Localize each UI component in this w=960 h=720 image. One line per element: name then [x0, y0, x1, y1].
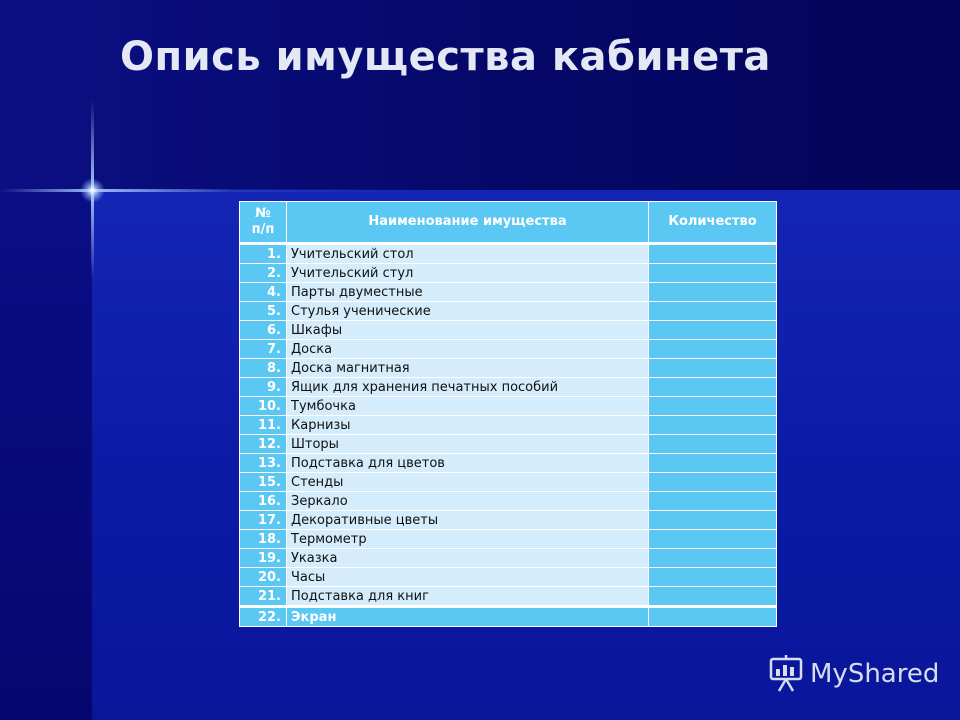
row-quantity-cell — [649, 530, 777, 549]
row-number-cell: 12. — [240, 435, 287, 454]
row-item-name-cell: Часы — [287, 568, 649, 587]
row-quantity-cell — [649, 397, 777, 416]
row-number-cell: 6. — [240, 321, 287, 340]
row-item-name-cell: Ящик для хранения печатных пособий — [287, 378, 649, 397]
row-quantity-cell — [649, 607, 777, 627]
row-item-name-cell: Термометр — [287, 530, 649, 549]
row-number-cell: 19. — [240, 549, 287, 568]
row-item-name-cell: Карнизы — [287, 416, 649, 435]
slide-title: Опись имущества кабинета — [120, 34, 771, 80]
table-row — [240, 321, 777, 340]
row-item-name-cell: Стулья ученические — [287, 302, 649, 321]
row-item-name-cell: Тумбочка — [287, 397, 649, 416]
myshared-logo — [768, 655, 939, 693]
row-quantity-cell — [649, 492, 777, 511]
table-row — [240, 264, 777, 283]
table-header-row — [240, 202, 777, 244]
row-number-cell: 4. — [240, 283, 287, 302]
table-row — [240, 473, 777, 492]
row-quantity-cell — [649, 264, 777, 283]
background-top — [0, 0, 960, 190]
row-quantity-cell — [649, 359, 777, 378]
table-row — [240, 454, 777, 473]
table-row — [240, 568, 777, 587]
table-row — [240, 492, 777, 511]
row-number-cell: 13. — [240, 454, 287, 473]
row-quantity-cell — [649, 244, 777, 264]
row-item-name-cell: Подставка для цветов — [287, 454, 649, 473]
row-quantity-cell — [649, 511, 777, 530]
row-number-cell: 2. — [240, 264, 287, 283]
row-item-name-cell: Зеркало — [287, 492, 649, 511]
row-number-cell: 11. — [240, 416, 287, 435]
row-quantity-cell — [649, 568, 777, 587]
row-number-cell: 5. — [240, 302, 287, 321]
row-quantity-cell — [649, 416, 777, 435]
row-number-cell: 21. — [240, 587, 287, 607]
row-quantity-cell — [649, 283, 777, 302]
row-quantity-cell — [649, 587, 777, 607]
row-number-cell: 22. — [240, 607, 287, 627]
row-number-cell: 17. — [240, 511, 287, 530]
row-number-cell: 10. — [240, 397, 287, 416]
table-row — [240, 283, 777, 302]
row-quantity-cell — [649, 435, 777, 454]
table-row — [240, 340, 777, 359]
row-number-cell: 20. — [240, 568, 287, 587]
row-number-cell: 18. — [240, 530, 287, 549]
table-row — [240, 397, 777, 416]
row-number-cell: 9. — [240, 378, 287, 397]
table-row — [240, 302, 777, 321]
row-quantity-cell — [649, 340, 777, 359]
table-row — [240, 244, 777, 264]
row-number-cell: 15. — [240, 473, 287, 492]
row-quantity-cell — [649, 549, 777, 568]
presentation-board-icon — [768, 655, 804, 693]
table-row — [240, 607, 777, 627]
row-quantity-cell — [649, 378, 777, 397]
inventory-table — [239, 201, 777, 627]
row-quantity-cell — [649, 321, 777, 340]
row-number-cell: 8. — [240, 359, 287, 378]
header-number: № п/п — [240, 202, 287, 244]
header-item-name: Наименование имущества — [287, 202, 649, 244]
row-item-name-cell: Шкафы — [287, 321, 649, 340]
row-quantity-cell — [649, 454, 777, 473]
row-number-cell: 1. — [240, 244, 287, 264]
table-row — [240, 549, 777, 568]
row-quantity-cell — [649, 473, 777, 492]
row-item-name-cell: Экран — [287, 607, 649, 627]
row-item-name-cell: Шторы — [287, 435, 649, 454]
row-item-name-cell: Подставка для книг — [287, 587, 649, 607]
table-row — [240, 587, 777, 607]
row-item-name-cell: Декоративные цветы — [287, 511, 649, 530]
row-item-name-cell: Учительский стул — [287, 264, 649, 283]
table-row — [240, 359, 777, 378]
table-row — [240, 435, 777, 454]
row-item-name-cell: Стенды — [287, 473, 649, 492]
row-number-cell: 7. — [240, 340, 287, 359]
table-row — [240, 511, 777, 530]
table-row — [240, 530, 777, 549]
row-item-name-cell: Учительский стол — [287, 244, 649, 264]
row-item-name-cell: Доска — [287, 340, 649, 359]
background-left-strip — [0, 190, 92, 720]
light-flare-horizontal — [0, 189, 420, 192]
table-row — [240, 378, 777, 397]
row-item-name-cell: Указка — [287, 549, 649, 568]
light-flare-center — [80, 178, 105, 203]
row-number-cell: 16. — [240, 492, 287, 511]
logo-text: MyShared — [810, 659, 940, 689]
row-quantity-cell — [649, 302, 777, 321]
row-item-name-cell: Парты двуместные — [287, 283, 649, 302]
header-quantity: Количество — [649, 202, 777, 244]
table-row — [240, 416, 777, 435]
inventory-table-container — [239, 201, 776, 627]
row-item-name-cell: Доска магнитная — [287, 359, 649, 378]
